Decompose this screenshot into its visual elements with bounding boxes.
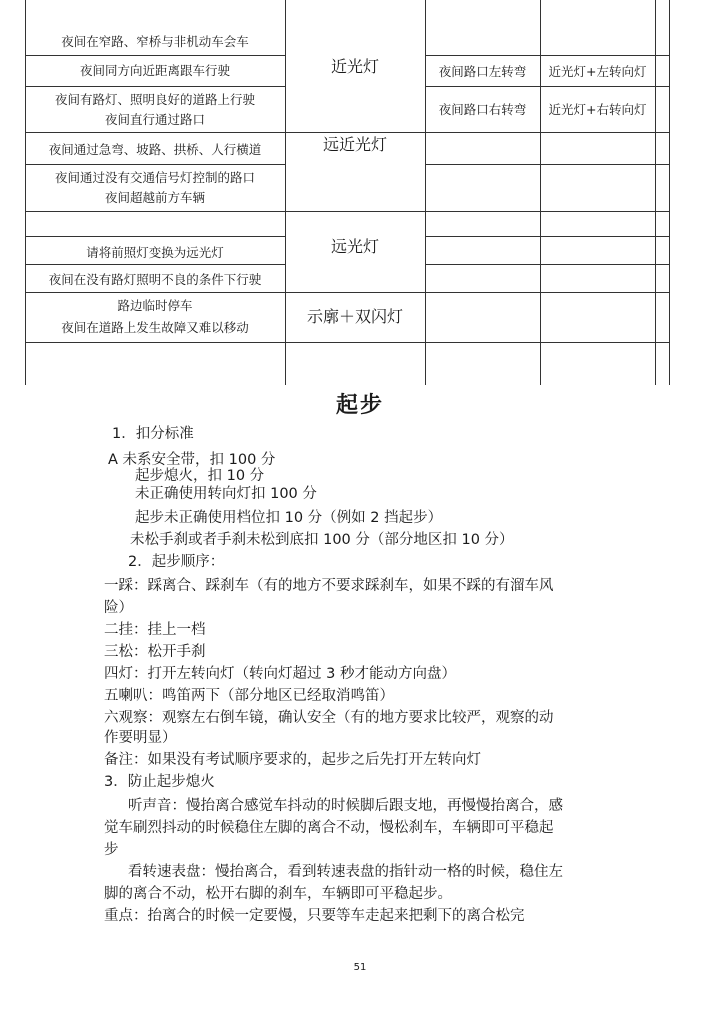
scene-cell: 夜间在没有路灯照明不良的条件下行驶: [48, 272, 262, 287]
deduction-line: 起步熄火，扣 10 分: [135, 468, 265, 484]
paragraph-line: 听声音：慢抬离合感觉车抖动的时候脚后跟支地，再慢慢抬离合，感: [128, 798, 563, 814]
scene-cell: 夜间直行通过路口: [104, 112, 205, 127]
night-lights-table: [0, 0, 720, 385]
scene-cell: 夜间在窄路、窄桥与非机动车会车: [61, 34, 249, 49]
scene-cell: 路边临时停车: [117, 298, 193, 313]
turn-light-cell: 近光灯+右转向灯: [548, 102, 647, 117]
turn-scene-cell: 夜间路口左转弯: [438, 64, 527, 79]
step-line: 险）: [104, 600, 133, 616]
scene-cell: 夜间通过没有交通信号灯控制的路口: [54, 170, 255, 185]
step-line: 三松：松开手刹: [104, 644, 206, 660]
paragraph-line: 脚的离合不动，松开右脚的刹车，车辆即可平稳起步。: [104, 886, 452, 902]
heading-stall: 3．防止起步熄火: [104, 774, 215, 790]
note-line: 备注：如果没有考试顺序要求的，起步之后先打开左转向灯: [104, 752, 481, 768]
step-line: 一踩：踩离合、踩刹车（有的地方不要求踩刹车，如果不踩的有溜车风: [104, 578, 554, 594]
light-group-cell: 示廓＋双闪灯: [306, 307, 403, 326]
deduction-line: 未正确使用转向灯扣 100 分: [135, 486, 317, 502]
deduction-line: 起步未正确使用档位扣 10 分（例如 2 挡起步）: [135, 510, 443, 526]
scene-cell: 夜间在道路上发生故障又难以移动: [61, 320, 249, 335]
light-group-cell: 近光灯: [330, 57, 379, 76]
paragraph-line: 步: [104, 842, 119, 858]
light-group-cell: 远光灯: [330, 237, 379, 256]
heading-order: 2．起步顺序：: [128, 554, 225, 570]
scene-cell: 夜间同方向近距离跟车行驶: [79, 63, 230, 78]
step-line: 二挂：挂上一档: [104, 622, 206, 638]
step-line: 五喇叭：鸣笛两下（部分地区已经取消鸣笛）: [104, 688, 394, 704]
paragraph-line: 看转速表盘：慢抬离合，看到转速表盘的指针动一格的时候，稳住左: [128, 864, 563, 880]
heading-deductions: 1．扣分标准: [112, 426, 194, 442]
scene-cell: 夜间超越前方车辆: [104, 190, 205, 205]
scene-cell: 请将前照灯变换为远光灯: [86, 245, 224, 260]
key-point-line: 重点：抬离合的时候一定要慢，只要等车走起来把剩下的离合松完: [104, 908, 525, 924]
scene-cell: 夜间通过急弯、坡路、拱桥、人行横道: [48, 142, 262, 157]
turn-scene-cell: 夜间路口右转弯: [438, 102, 527, 117]
page-number: 51: [353, 962, 367, 973]
turn-light-cell: 近光灯+左转向灯: [548, 64, 647, 79]
light-group-cell: 远近光灯: [322, 135, 387, 154]
section-title: 起步: [335, 393, 384, 418]
deduction-line: A 未系安全带，扣 100 分: [108, 452, 276, 468]
deduction-line: 未松手刹或者手刹未松到底扣 100 分（部分地区扣 10 分）: [130, 532, 514, 548]
step-line: 作要明显）: [104, 730, 177, 746]
paragraph-line: 觉车刷烈抖动的时候稳住左脚的离合不动，慢松刹车，车辆即可平稳起: [104, 820, 554, 836]
step-line: 四灯：打开左转向灯（转向灯超过 3 秒才能动方向盘）: [104, 666, 456, 682]
step-line: 六观察：观察左右倒车镜，确认安全（有的地方要求比较严，观察的动: [104, 710, 554, 726]
scene-cell: 夜间有路灯、照明良好的道路上行驶: [54, 92, 255, 107]
